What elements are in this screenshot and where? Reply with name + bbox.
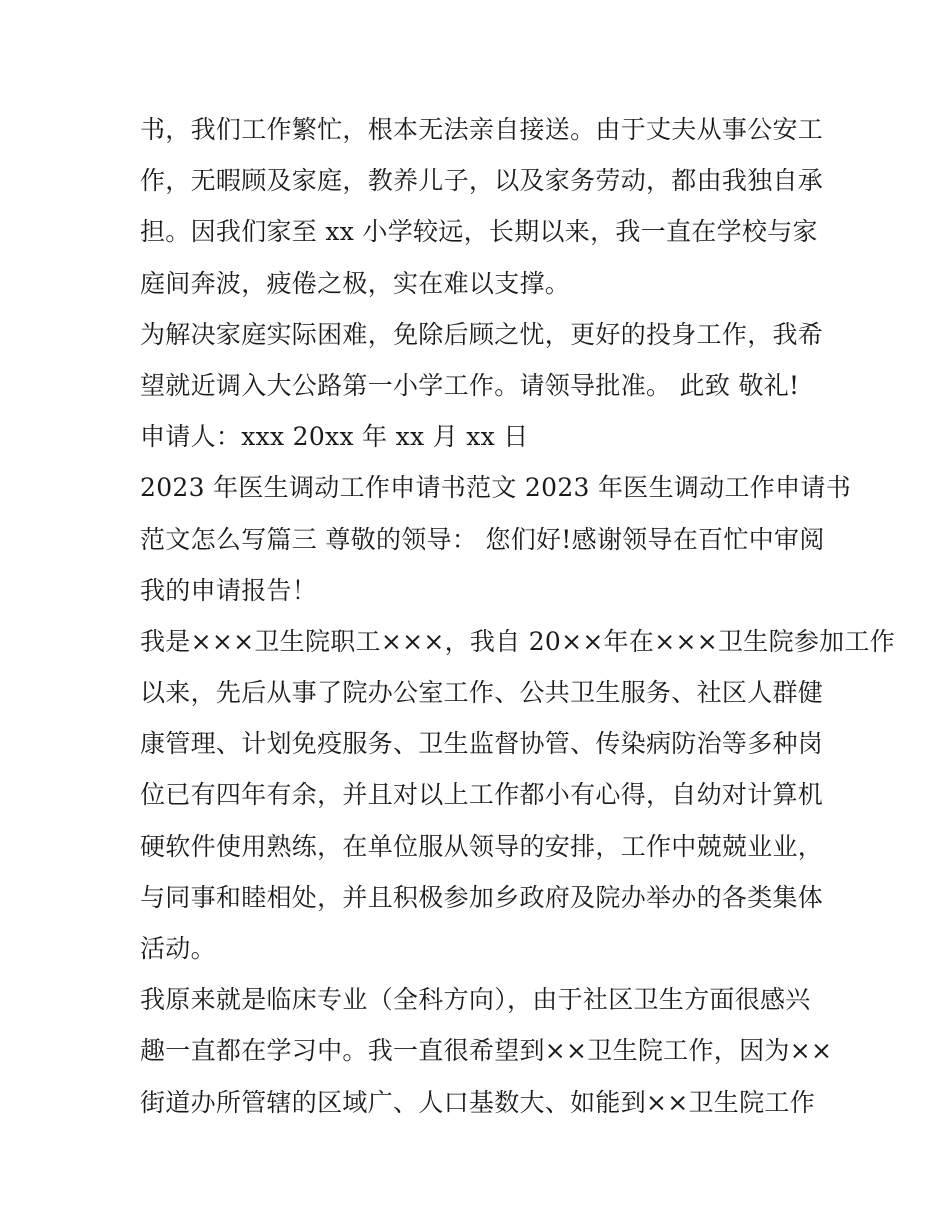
- text-line: 康管理、计划免疫服务、卫生监督协管、传染病防治等多种岗: [140, 729, 824, 759]
- text-line: 担。因我们家至 xx 小学较远，长期以来，我一直在学校与家: [140, 217, 818, 247]
- text-line: 以来，先后从事了院办公室工作、公共卫生服务、社区人群健: [140, 678, 824, 708]
- section-heading-line: 2023 年医生调动工作申请书范文 2023 年医生调动工作申请书: [140, 473, 851, 503]
- document-body: [140, 104, 896, 1128]
- text-line: 街道办所管辖的区域广、人口基数大、如能到××卫生院工作: [140, 1087, 815, 1117]
- text-line: 硬软件使用熟练，在单位服从领导的安排，工作中兢兢业业，: [140, 831, 824, 861]
- text-line: 书，我们工作繁忙，根本无法亲自接送。由于丈夫从事公安工: [140, 115, 824, 144]
- text-line: 作，无暇顾及家庭，教养儿子，以及家务劳动，都由我独自承: [140, 166, 824, 196]
- section-heading-line: 范文怎么写篇三 尊敬的领导： 您们好!感谢领导在百忙中审阅: [140, 524, 825, 554]
- text-line: 庭间奔波，疲倦之极，实在难以支撑。: [140, 268, 571, 298]
- text-line: 望就近调入大公路第一小学工作。请领导批准。 此致 敬礼!: [140, 370, 800, 400]
- text-line: 为解决家庭实际困难，免除后顾之忧，更好的投身工作，我希: [140, 319, 824, 349]
- text-line: 与同事和睦相处，并且积极参加乡政府及院办举办的各类集体: [140, 882, 824, 912]
- text-line: 位已有四年有余，并且对以上工作都小有心得，自幼对计算机: [140, 780, 824, 810]
- text-line: 我的申请报告！: [140, 575, 318, 605]
- signature-line: 申请人：xxx 20xx 年 xx 月 xx 日: [140, 422, 529, 452]
- text-line: 活动。: [140, 934, 216, 963]
- text-line: 我原来就是临床专业（全科方向），由于社区卫生方面很感兴: [140, 985, 811, 1015]
- text-line: 我是×××卫生院职工×××，我自 20××年在×××卫生院参加工作: [140, 626, 896, 656]
- text-line: 趣一直都在学习中。我一直很希望到××卫生院工作，因为××: [140, 1036, 833, 1066]
